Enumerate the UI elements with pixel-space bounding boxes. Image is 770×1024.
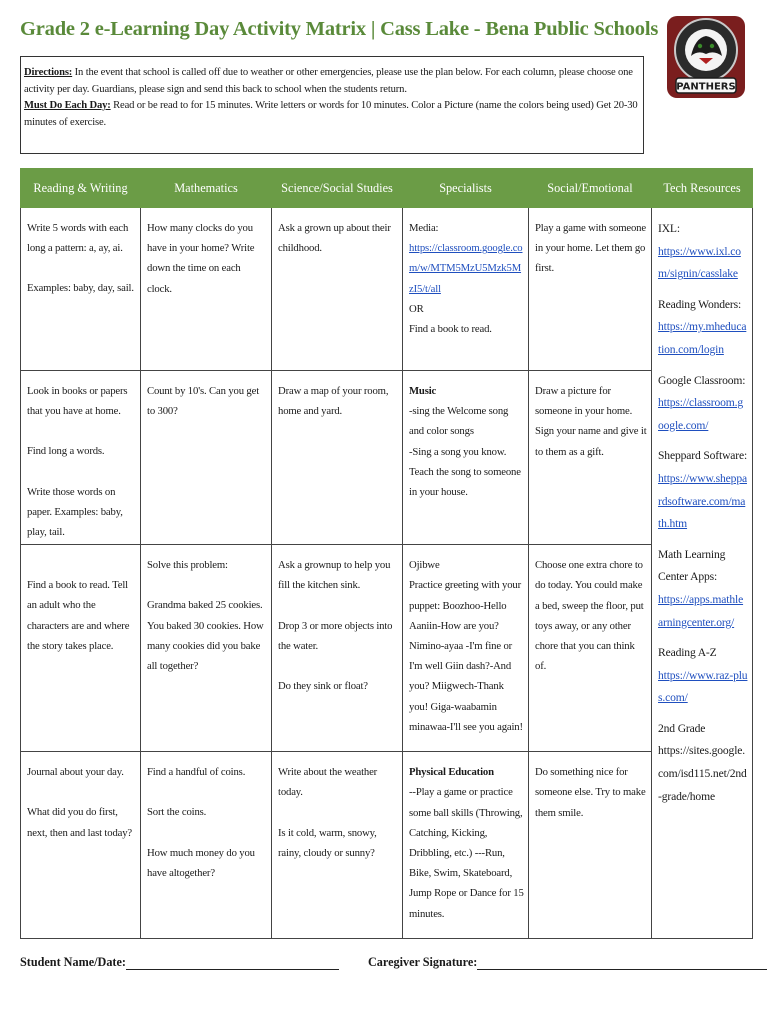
cell-text: Journal about your day. xyxy=(27,766,124,779)
tech-resource-name: Reading A-Z xyxy=(658,646,717,660)
cell-text: Is it cold, warm, snowy, rainy, cloudy or sunny? xyxy=(278,826,377,859)
column-header-tech: Tech Resources xyxy=(652,169,753,208)
directions-box xyxy=(20,56,644,154)
student-name-label: Student Name/Date: xyxy=(20,955,126,969)
cell-text: -sing the Welcome song and color songs xyxy=(409,405,509,438)
tech-resource-link[interactable]: https://www.sheppardsoftware.com/math.htm xyxy=(658,471,747,531)
cell-text: -Sing a song you know. Teach the song to someone in your house. xyxy=(409,445,521,499)
cell-text: How many clocks do you have in your home? Write down the time on each clock. xyxy=(147,222,255,295)
cell-science xyxy=(272,208,403,371)
student-name-line[interactable] xyxy=(126,956,339,970)
cell-text: Drop 3 or more objects into the water. xyxy=(278,619,393,652)
cell-text: --Play a game or practice some ball skills (Throwing, Catching, Kicking, Dribbling, etc.) ---Run, Bike, Swim, Skateboard, Jump Rope or Dance for 15 minutes. xyxy=(409,786,524,920)
cell-text: Write those words on paper. Examples: baby, play, tail. xyxy=(27,485,123,539)
cell-text: Do something nice for someone else. Try to make them smile. xyxy=(535,766,646,819)
cell-text: Do they sink or float? xyxy=(278,680,368,693)
cell-science xyxy=(272,545,403,752)
table-row xyxy=(21,371,753,545)
cell-text: Solve this problem: xyxy=(147,559,228,572)
cell-text: Practice greeting with your puppet: Boozhoo-Hello Aaniin-How are you? Nimino-ayaa -I'm fine or I'm well Giin dash?-And you? Miigwech-Thank you! Giga-waabamin minawaa-I'll see you again! xyxy=(409,579,523,733)
specialist-heading: Physical Education xyxy=(409,766,494,779)
cell-science xyxy=(272,371,403,545)
column-header-math: Mathematics xyxy=(141,169,272,208)
table-row xyxy=(21,752,753,939)
column-header-reading: Reading & Writing xyxy=(21,169,141,208)
cell-social xyxy=(529,208,652,371)
cell-text: Ask a grownup to help you fill the kitchen sink. xyxy=(278,559,391,592)
cell-social xyxy=(529,545,652,752)
cell-text: Play a game with someone in your home. Let them go first. xyxy=(535,222,646,275)
tech-resource-item xyxy=(658,445,748,535)
cell-reading xyxy=(21,752,141,939)
cell-social xyxy=(529,752,652,939)
cell-science xyxy=(272,752,403,939)
tech-resource-item xyxy=(658,218,748,286)
cell-math xyxy=(141,545,272,752)
cell-text: Examples: baby, day, sail. xyxy=(27,282,134,295)
specialist-label: Media: xyxy=(409,222,439,234)
cell-text: Look in books or papers that you have at home. xyxy=(27,385,128,418)
tech-resource-item xyxy=(658,370,748,438)
tech-resource-link[interactable]: https://classroom.google.com/ xyxy=(658,396,744,432)
cell-specialists xyxy=(403,545,529,752)
tech-resource-name: Google Classroom: xyxy=(658,373,746,387)
student-signature-field[interactable] xyxy=(20,955,339,970)
directions-label: Directions: xyxy=(24,67,73,78)
svg-text:PANTHERS: PANTHERS xyxy=(676,81,736,93)
cell-text: Draw a picture for someone in your home. Sign your name and give it to them as a gift. xyxy=(535,385,647,458)
cell-specialists xyxy=(403,752,529,939)
page-title: Grade 2 e-Learning Day Activity Matrix | Cass Lake - Bena Public Schools xyxy=(20,18,659,40)
cell-text: Find a handful of coins. xyxy=(147,766,246,779)
cell-text: Draw a map of your room, home and yard. xyxy=(278,385,389,418)
tech-resources-cell xyxy=(652,208,753,939)
tech-resource-link[interactable]: https://my.mheducation.com/login xyxy=(658,320,747,356)
cell-text: Find a book to read. xyxy=(409,323,492,336)
cell-text: Choose one extra chore to do today. You could make a bed, sweep the floor, put toys away, or any other chore that you can think of. xyxy=(535,559,644,673)
column-header-science: Science/Social Studies xyxy=(272,169,403,208)
table-row xyxy=(21,545,753,752)
tech-resource-link[interactable]: https://apps.mathlearningcenter.org/ xyxy=(658,592,744,629)
activity-matrix xyxy=(20,168,753,939)
cell-text: Sort the coins. xyxy=(147,806,207,819)
tech-resource-link[interactable]: https://www.ixl.com/signin/casslake xyxy=(658,244,741,281)
cell-text: Find a book to read. Tell an adult who the characters are and where the story takes place. xyxy=(27,579,130,652)
cell-text: Write about the weather today. xyxy=(278,766,378,799)
tech-resource-name: Math Learning Center Apps: xyxy=(658,547,726,584)
cell-reading xyxy=(21,545,141,752)
cell-math xyxy=(141,752,272,939)
cell-text: OR xyxy=(409,302,424,315)
cell-text: What did you do first, next, then and last today? xyxy=(27,806,133,839)
cell-text: Ask a grown up about their childhood. xyxy=(278,222,391,255)
cell-reading xyxy=(21,208,141,371)
specialist-heading: Music xyxy=(409,385,437,397)
tech-resource-name: 2nd Grade xyxy=(658,721,706,735)
caregiver-signature-field[interactable] xyxy=(368,955,767,970)
column-header-row xyxy=(21,169,753,208)
specialist-heading: Ojibwe xyxy=(409,559,440,572)
cell-social xyxy=(529,371,652,545)
cell-text: Write 5 words with each long a pattern: a, ay, ai. xyxy=(27,222,129,255)
cell-specialists xyxy=(403,371,529,545)
caregiver-signature-line[interactable] xyxy=(477,956,767,970)
cell-math xyxy=(141,371,272,545)
column-header-specialists: Specialists xyxy=(403,169,529,208)
tech-resource-url[interactable]: https://sites.google.com/isd115.net/2nd-grade/home xyxy=(658,744,747,803)
tech-resource-item xyxy=(658,544,748,634)
tech-resource-name: IXL: xyxy=(658,222,680,235)
cell-text: Find long a words. xyxy=(27,445,105,458)
column-header-social: Social/Emotional xyxy=(529,169,652,208)
table-row xyxy=(21,208,753,371)
media-classroom-link[interactable]: https://classroom.google.com/w/MTM5MzU5Mzk5MzI5/t/all xyxy=(409,242,523,295)
cell-text: Grandma baked 25 cookies. You baked 30 cookies. How many cookies did you bake all together? xyxy=(147,599,264,673)
tech-resource-item xyxy=(658,294,748,362)
tech-resource-name: Reading Wonders: xyxy=(658,297,742,311)
cell-reading xyxy=(21,371,141,545)
cell-text: Count by 10's. Can you get to 300? xyxy=(147,385,260,418)
tech-resource-link[interactable]: https://www.raz-plus.com/ xyxy=(658,668,748,705)
tech-resource-item xyxy=(658,718,748,808)
must-do-text: Read or be read to for 15 minutes. Write letters or words for 10 minutes. Color a Picture (name the colors being used) Get 20-30 minutes of exercise. xyxy=(24,100,638,128)
directions-text: In the event that school is called off due to weather or other emergencies, please use the plan below. For each column, please choose one activity per day. Guardians, please sign and send this back to school when the students return. xyxy=(24,67,633,95)
school-logo xyxy=(665,14,747,100)
tech-resource-name: Sheppard Software: xyxy=(658,449,748,463)
must-do-label: Must Do Each Day: xyxy=(24,100,111,111)
cell-math xyxy=(141,208,272,371)
caregiver-signature-label: Caregiver Signature: xyxy=(368,955,478,969)
tech-resource-item xyxy=(658,642,748,710)
cell-text: How much money do you have altogether? xyxy=(147,846,255,879)
cell-specialists xyxy=(403,208,529,371)
